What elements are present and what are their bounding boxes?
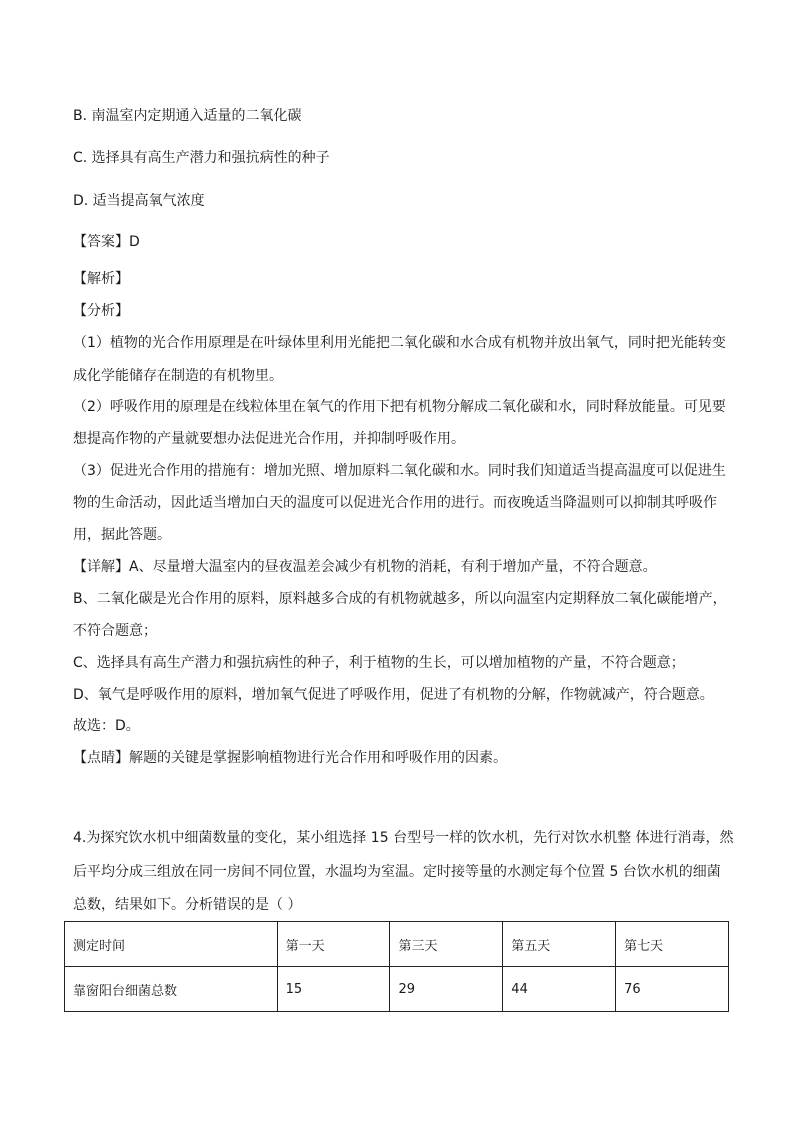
analysis-line: （2）呼吸作用的原理是在线粒体里在氧气的作用下把有机物分解成二氧化碳和水，同时释放能量。可见要 (73, 399, 726, 415)
table-cell: 44 (503, 967, 616, 1012)
question4-line: 4.为探究饮水机中细菌数量的变化，某小组选择 15 台型号一样的饮水机，先行对饮水机整 体进行消毒，然 (73, 830, 734, 846)
table-header-row (65, 922, 729, 967)
answer-line (73, 232, 140, 252)
detail-line: B、二氧化碳是光合作用的原料，原料越多合成的有机物就越多，所以向温室内定期释放二氧化碳能增产， (73, 591, 727, 607)
detail-text: A、尽量增大温室内的昼夜温差会减少有机物的消耗，有利于增加产量，不符合题意。 (129, 559, 657, 575)
answer-value: D (129, 234, 140, 250)
comment-text: 解题的关键是掌握影响植物进行光合作用和呼吸作用的因素。 (129, 750, 507, 766)
comment-label: 【点睛】 (73, 750, 129, 766)
question4-line: 后平均分成三组放在同一房间不同位置，水温均为室温。定时接等量的水测定每个位置 5 台饮水机的细菌 (73, 864, 721, 880)
analysis-line: 用，据此答题。 (73, 527, 171, 543)
table-row (65, 967, 729, 1012)
comment-line (73, 748, 507, 768)
option-c: C. 选择具有高生产潜力和强抗病性的种子 (73, 150, 330, 166)
table-cell: 15 (277, 967, 390, 1012)
analysis-line: 物的生命活动，因此适当增加白天的温度可以促进光合作用的进行。而夜晚适当降温则可以抑制其呼吸作 (73, 495, 717, 511)
analysis-line: 成化学能储存在制造的有机物里。 (73, 368, 283, 384)
table-header-cell: 第三天 (390, 922, 503, 967)
analysis-line: （1）植物的光合作用原理是在叶绿体里利用光能把二氧化碳和水合成有机物并放出氧气，同时把光能转变 (73, 335, 726, 351)
analysis-label: 【解析】 (73, 271, 129, 287)
table-header-cell: 第一天 (277, 922, 390, 967)
detail-label: 【详解】 (73, 559, 129, 575)
answer-label: 【答案】 (73, 234, 129, 250)
option-d: D. 适当提高氧气浓度 (73, 193, 205, 209)
detail-line (73, 557, 657, 577)
table-cell: 靠窗阳台细菌总数 (65, 967, 278, 1012)
bacteria-table (64, 921, 729, 1012)
table-header-cell: 第七天 (616, 922, 729, 967)
table-header-cell: 测定时间 (65, 922, 278, 967)
option-b: B. 南温室内定期通入适量的二氧化碳 (73, 108, 302, 124)
detail-line: 不符合题意； (73, 623, 157, 639)
table-cell: 29 (390, 967, 503, 1012)
table-cell: 76 (616, 967, 729, 1012)
table-header-cell: 第五天 (503, 922, 616, 967)
detail-line: C、选择具有高生产潜力和强抗病性的种子，利于植物的生长，可以增加植物的产量，不符合题意； (73, 655, 685, 671)
detail-line: D、氧气是呼吸作用的原料，增加氧气促进了呼吸作用，促进了有机物的分解，作物就减产，符合题意。 (73, 687, 714, 703)
analysis-line: 想提高作物的产量就要想办法促进光合作用，并抑制呼吸作用。 (73, 431, 465, 447)
fenxi-label: 【分析】 (73, 303, 129, 319)
question4-line: 总数，结果如下。分析错误的是（ ） (73, 897, 302, 913)
analysis-line: （3）促进光合作用的措施有：增加光照、增加原料二氧化碳和水。同时我们知道适当提高温度可以促进生 (73, 463, 726, 479)
detail-line: 故选：D。 (73, 718, 140, 734)
